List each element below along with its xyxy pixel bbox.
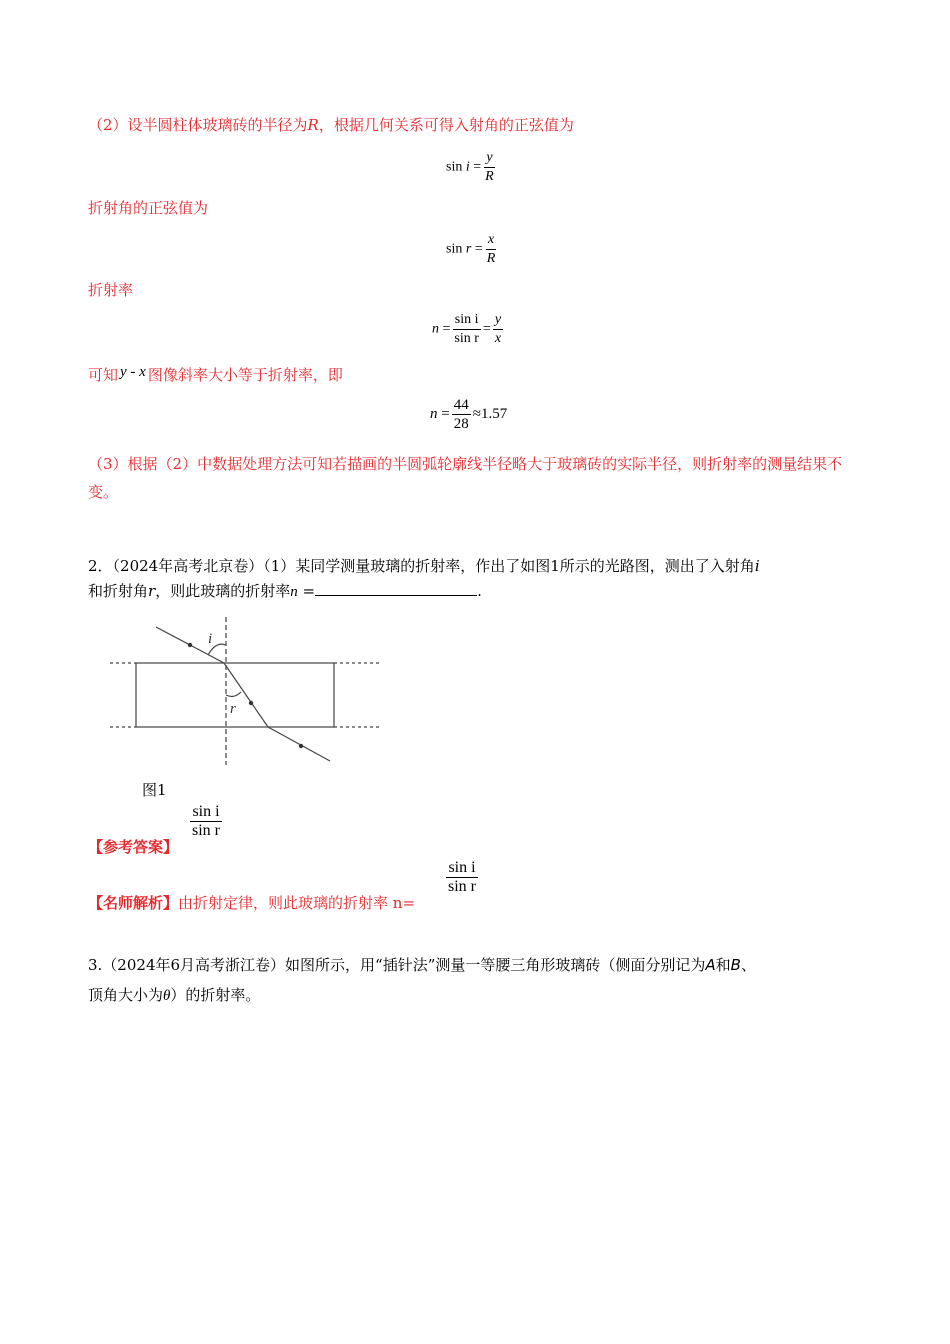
pin-2 (249, 701, 253, 705)
formula-sin-r: sin r = $\frac{x}{R}$ (446, 232, 496, 266)
emergent-ray (268, 727, 330, 761)
refraction-sine-label: 折射角的正弦值为 (88, 199, 209, 217)
figure-caption: 图1 (142, 781, 167, 799)
answer-label: 【参考答案】 (88, 838, 179, 856)
y-x-expression: y - x (120, 364, 146, 380)
answer-fraction: $\frac{\text{sin i}}{\text{sin r}}$ (192, 803, 220, 839)
slope-statement: 可知 y - x 图像斜率大小等于折射率，即 (88, 364, 343, 384)
sol2-intro: （2）设半圆柱体玻璃砖的半径为R，根据几何关系可得入射角的正弦值为 (88, 116, 574, 134)
analysis-fraction: $\frac{\text{sin i}}{\text{sin r}}$ (448, 859, 476, 895)
q3-text: 3.（2024年6月高考浙江卷）如图所示，用“插针法”测量一等腰三角形玻璃砖（侧面分别记为A和B、 顶角大小为θ）的折射率。 (88, 956, 756, 1004)
sol3-text: （3）根据（2）中数据处理方法可知若描画的半圆弧轮廓线半径略大于玻璃砖的实际半径，则折射率的测量结果不变。 (88, 455, 843, 501)
analysis-line: 【名师解析】由折射定律，则此玻璃的折射率 n= (88, 894, 416, 912)
label-i: i (208, 631, 213, 647)
q2-line1: 2．（2024年高考北京卷）（1）某同学测量玻璃的折射率，作出了如图1所示的光路图，测出了入射角i (88, 557, 760, 575)
formula-n-value: n = $\frac{44}{28}$ ≈1.57 (430, 397, 508, 432)
var-R: R (307, 116, 319, 134)
refracted-ray (224, 663, 268, 727)
formula-n: n = $\frac{\text{sin i}}{\text{sin r}}$ = $\frac{y}{x}$ (432, 312, 502, 346)
answer-blank[interactable] (315, 580, 477, 596)
refractive-index-label: 折射率 (88, 281, 134, 299)
q2-line2: 和折射角r，则此玻璃的折射率n = . (88, 582, 482, 600)
pin-1 (188, 643, 192, 647)
pin-3 (299, 744, 303, 748)
formula-sin-i: sin i = $\frac{y}{R}$ (446, 150, 494, 184)
glass-block (136, 663, 334, 727)
light-path-figure (108, 615, 388, 775)
label-r: r (230, 701, 236, 717)
